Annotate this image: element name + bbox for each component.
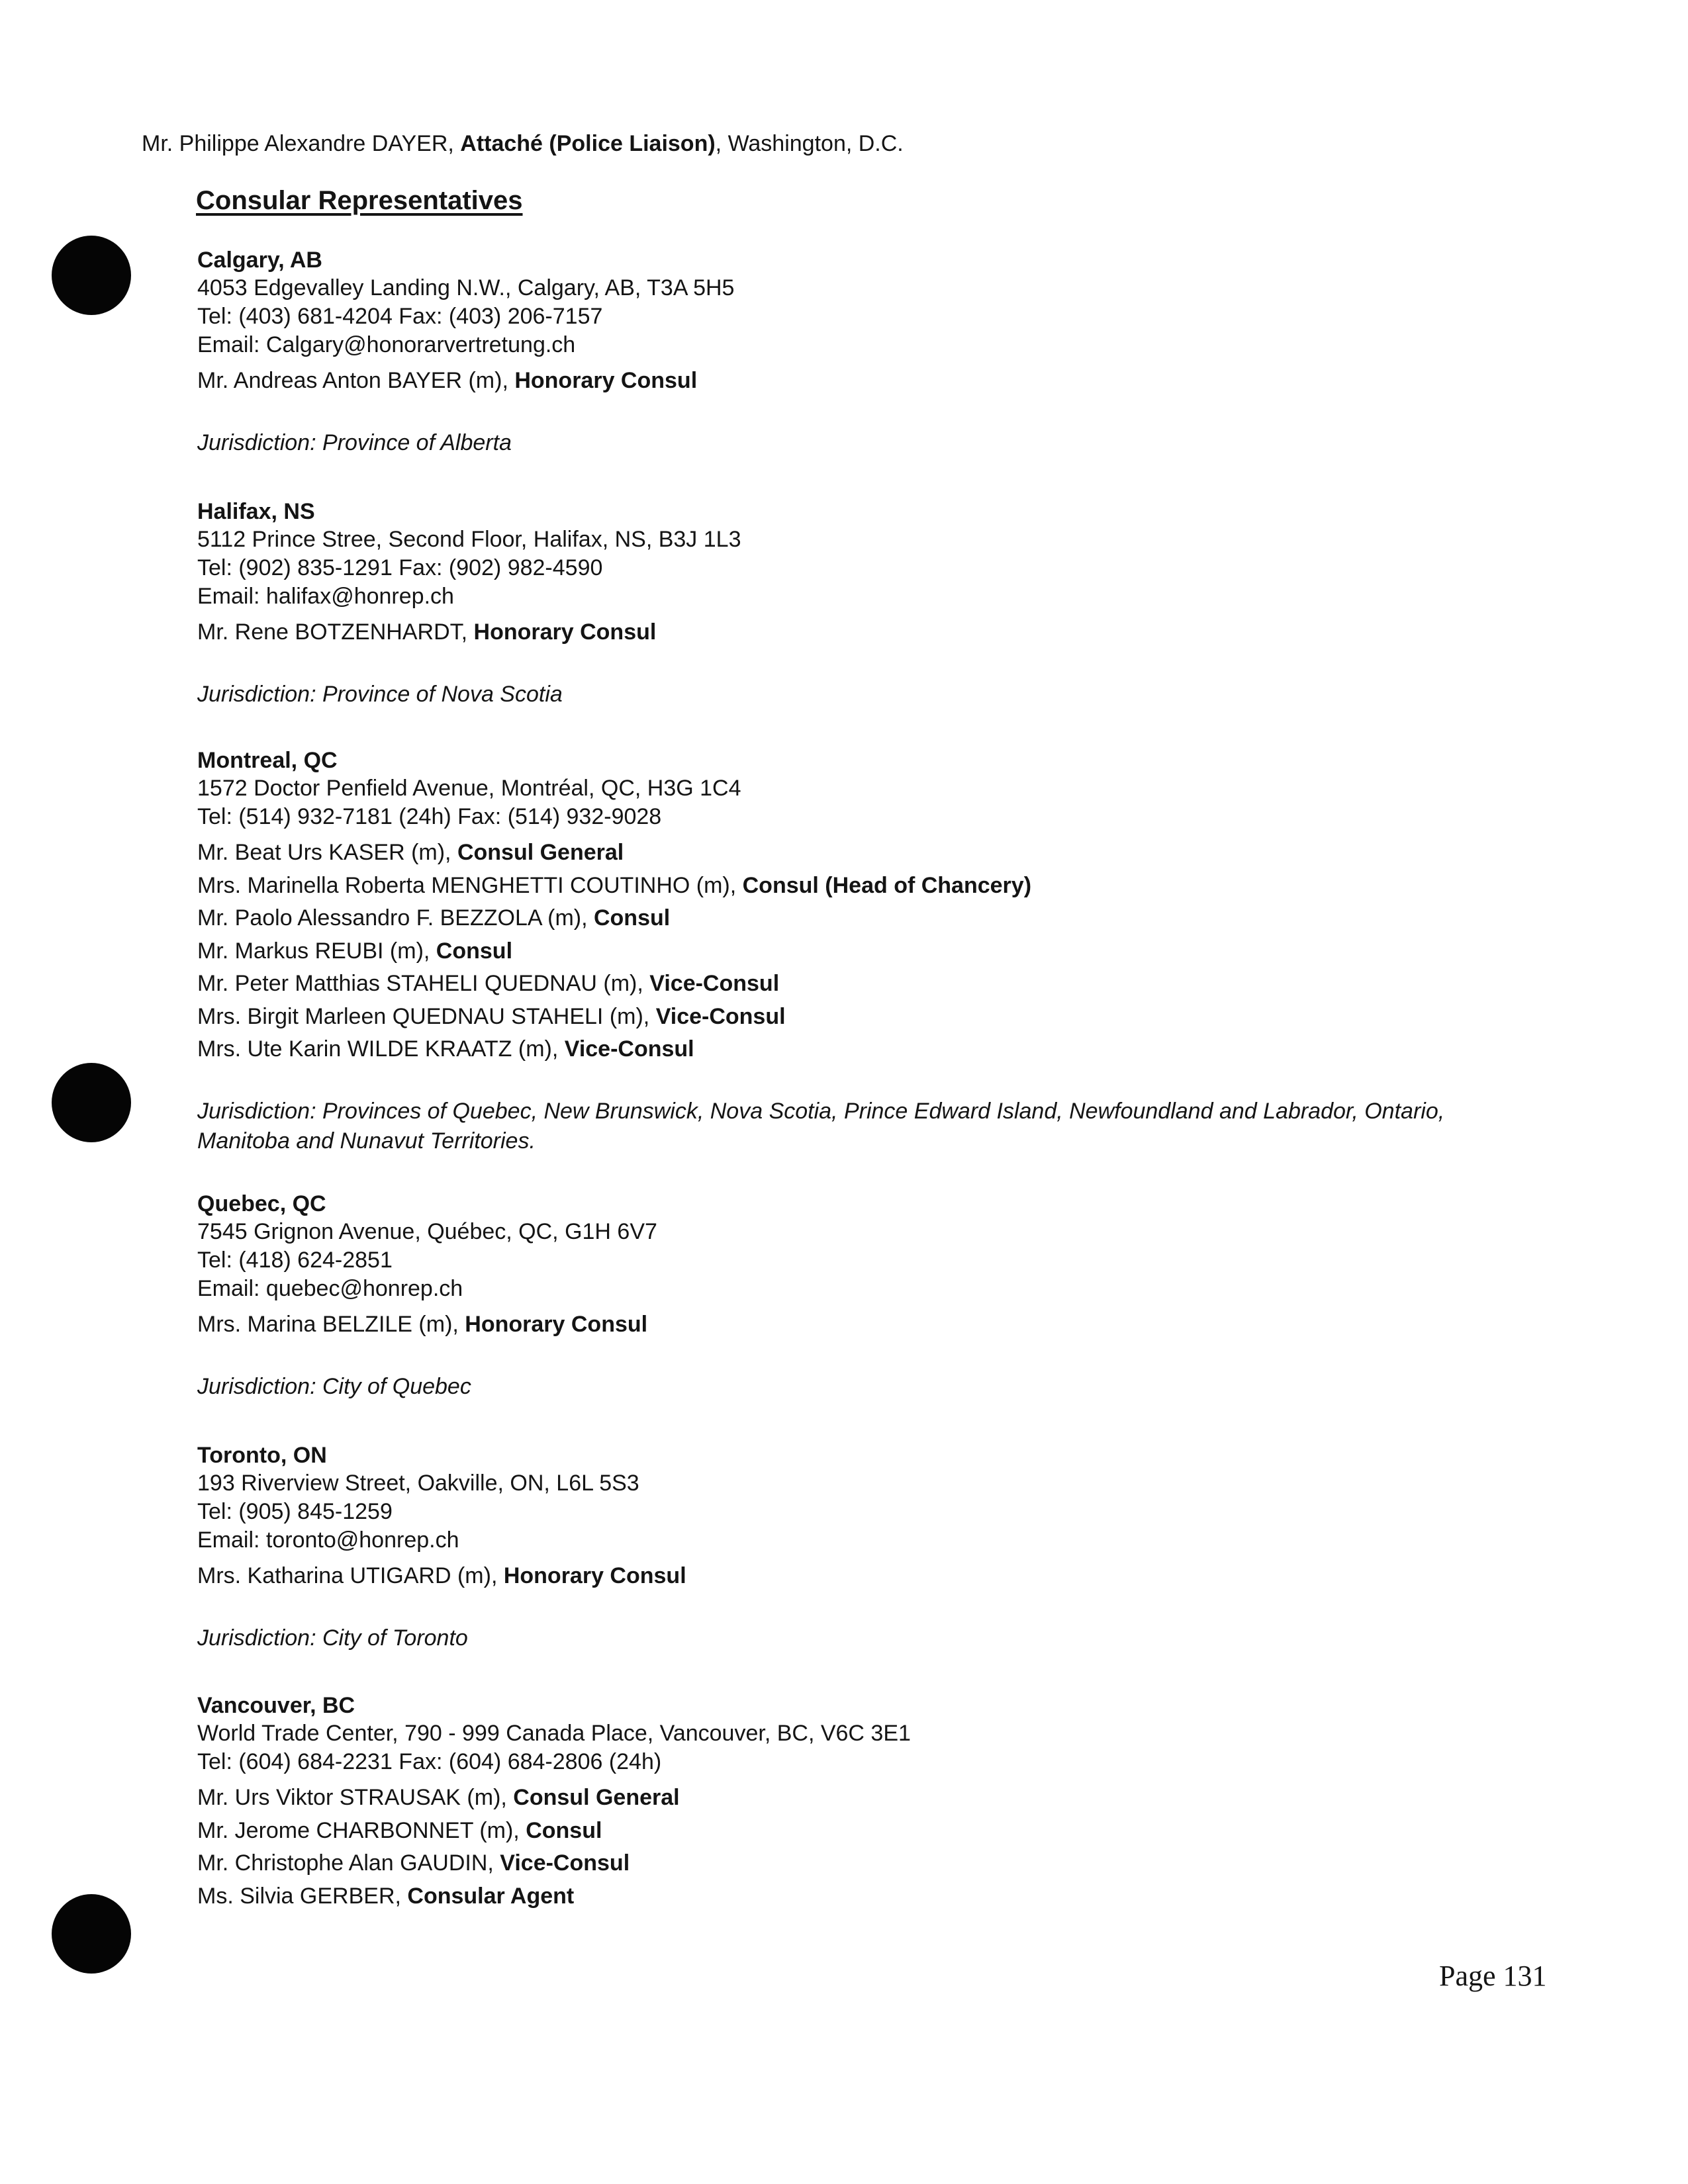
page-number: Page 131 (1439, 1960, 1547, 1992)
office-city: Calgary, AB (197, 248, 322, 273)
representative: Mr. Urs Viktor STRAUSAK (m), Consul General (197, 1785, 680, 1810)
office-email-line: Email: halifax@honrep.ch (197, 584, 454, 609)
representative: Ms. Silvia GERBER, Consular Agent (197, 1883, 575, 1909)
attache-title: Attaché (Police Liaison) (460, 131, 716, 156)
representative: Mr. Jerome CHARBONNET (m), Consul (197, 1817, 602, 1843)
representative: Mr. Rene BOTZENHARDT, Honorary Consul (197, 619, 657, 645)
office-email-line: Email: quebec@honrep.ch (197, 1276, 463, 1301)
representative: Mr. Peter Matthias STAHELI QUEDNAU (m), Vice-Consul (197, 971, 780, 996)
office-jurisdiction: Jurisdiction: Provinces of Quebec, New Brunswick, Nova Scotia, Prince Edward Island, Newfoundland and Labrador, Ontario, Manitoba and Nunavut Territories. (197, 1098, 1445, 1154)
representative: Mr. Christophe Alan GAUDIN, Vice-Consul (197, 1850, 630, 1876)
office-address-line: 5112 Prince Stree, Second Floor, Halifax, NS, B3J 1L3 (197, 527, 741, 552)
representative: Mrs. Katharina UTIGARD (m), Honorary Consul (197, 1563, 686, 1588)
office-address-line: 4053 Edgevalley Landing N.W., Calgary, AB, T3A 5H5 (197, 275, 735, 300)
attache-name: Mr. Philippe Alexandre DAYER, (142, 131, 461, 156)
office-calgary (197, 246, 1521, 458)
punch-hole (52, 1894, 131, 1974)
office-montreal (197, 747, 1521, 1156)
office-city: Halifax, NS (197, 499, 315, 524)
punch-hole (52, 1063, 131, 1142)
representative: Mr. Markus REUBI (m), Consul (197, 938, 513, 964)
office-address-line: 193 Riverview Street, Oakville, ON, L6L 5S3 (197, 1471, 639, 1496)
office-city: Quebec, QC (197, 1191, 326, 1216)
office-halifax (197, 498, 1521, 709)
representative: Mr. Andreas Anton BAYER (m), Honorary Consul (197, 368, 698, 393)
office-toronto (197, 1441, 1521, 1653)
office-jurisdiction: Jurisdiction: Province of Nova Scotia (197, 681, 563, 707)
office-phone-line: Tel: (604) 684-2231 Fax: (604) 684-2806 (24h) (197, 1749, 662, 1774)
office-phone-line: Tel: (514) 932-7181 (24h) Fax: (514) 932-9028 (197, 804, 662, 829)
office-city: Montreal, QC (197, 748, 338, 773)
office-address-line: World Trade Center, 790 - 999 Canada Place, Vancouver, BC, V6C 3E1 (197, 1721, 911, 1746)
office-jurisdiction: Jurisdiction: City of Quebec (197, 1373, 471, 1399)
representative: Mrs. Ute Karin WILDE KRAATZ (m), Vice-Consul (197, 1036, 694, 1062)
office-phone-line: Tel: (905) 845-1259 (197, 1499, 393, 1524)
office-vancouver (197, 1692, 1521, 1913)
representative: Mrs. Marina BELZILE (m), Honorary Consul (197, 1312, 648, 1337)
office-address-line: 1572 Doctor Penfield Avenue, Montréal, QC, H3G 1C4 (197, 776, 741, 801)
office-city: Toronto, ON (197, 1443, 327, 1468)
attache-line (142, 130, 904, 158)
office-jurisdiction: Jurisdiction: City of Toronto (197, 1625, 468, 1651)
office-phone-line: Tel: (902) 835-1291 Fax: (902) 982-4590 (197, 555, 603, 580)
office-city: Vancouver, BC (197, 1693, 355, 1718)
representative: Mrs. Birgit Marleen QUEDNAU STAHELI (m), Vice-Consul (197, 1003, 786, 1029)
section-title: Consular Representatives (196, 186, 523, 215)
representative: Mr. Beat Urs KASER (m), Consul General (197, 840, 624, 865)
office-jurisdiction: Jurisdiction: Province of Alberta (197, 430, 512, 455)
representative: Mrs. Marinella Roberta MENGHETTI COUTINHO (m), Consul (Head of Chancery) (197, 872, 1032, 898)
office-phone-line: Tel: (418) 624-2851 (197, 1248, 393, 1273)
attache-location: , Washington, D.C. (715, 131, 904, 156)
office-email-line: Email: toronto@honrep.ch (197, 1527, 459, 1553)
office-phone-line: Tel: (403) 681-4204 Fax: (403) 206-7157 (197, 304, 603, 329)
office-address-line: 7545 Grignon Avenue, Québec, QC, G1H 6V7 (197, 1219, 657, 1244)
representative: Mr. Paolo Alessandro F. BEZZOLA (m), Consul (197, 905, 671, 931)
office-email-line: Email: Calgary@honorarvertretung.ch (197, 332, 576, 357)
punch-hole (52, 236, 131, 315)
office-quebec (197, 1190, 1521, 1402)
